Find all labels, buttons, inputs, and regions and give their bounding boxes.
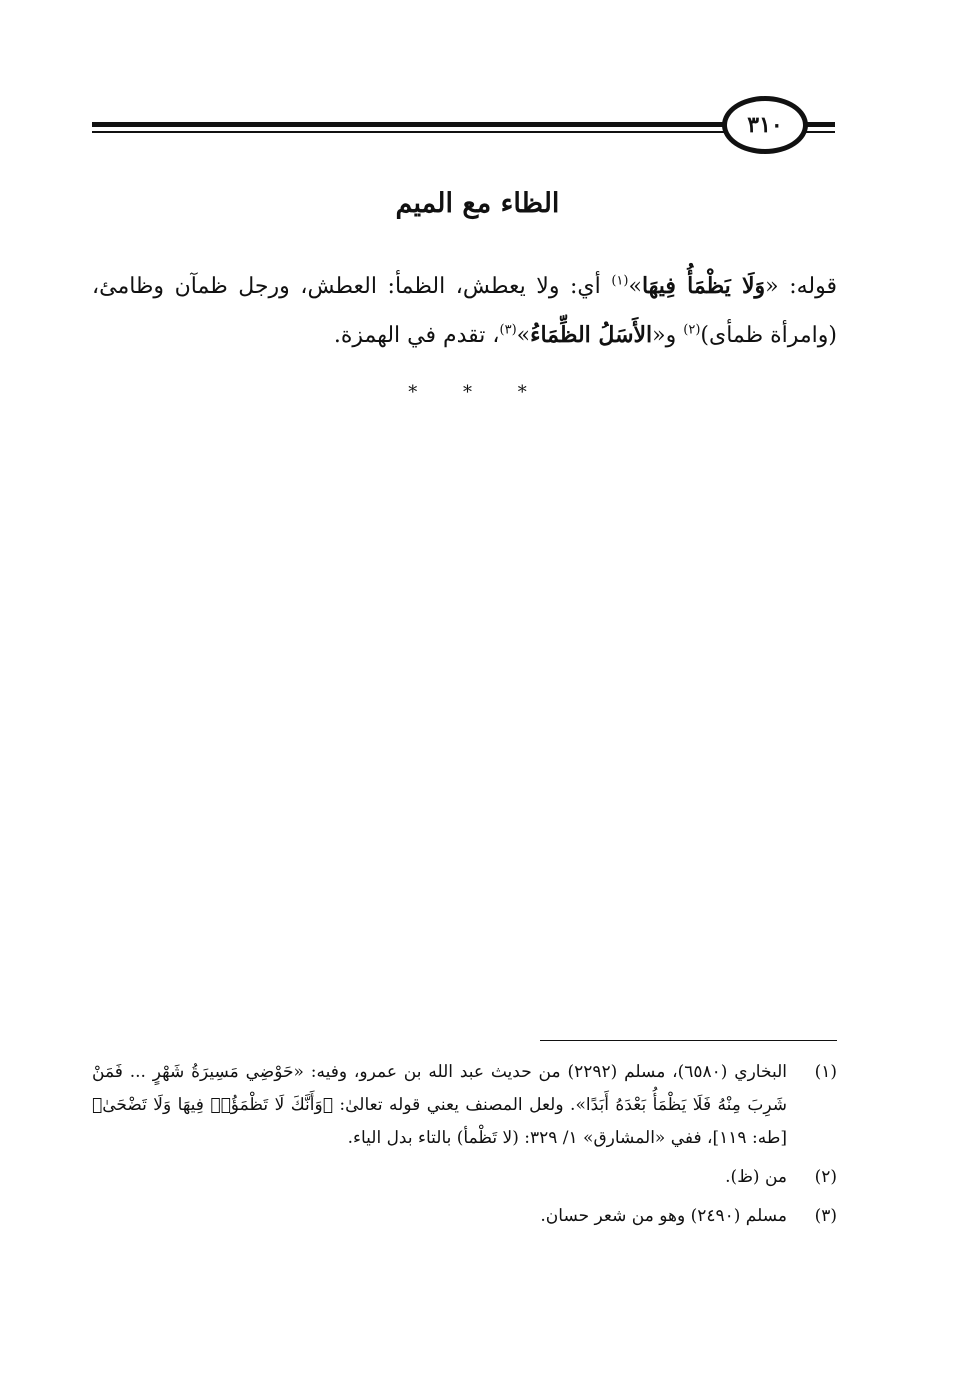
footnote-text: مسلم (٢٤٩٠) وهو من شعر حسان.	[540, 1206, 787, 1226]
quote-close: »	[628, 274, 642, 299]
footnote-item	[92, 1200, 837, 1233]
page-number: ٣١٠	[722, 96, 808, 154]
footnote-item	[92, 1161, 837, 1194]
footnote-ref-3[interactable]: (٣)	[499, 322, 517, 338]
body-paragraph	[92, 262, 837, 360]
footnote-text: من (ظ).	[725, 1167, 787, 1187]
body-text-1: أي: ولا يعطش، الظمأ: العطش، ورجل ظمآن وظامئ، (وامرأة ظمأى)	[92, 274, 837, 348]
body-text-2: و«	[652, 323, 684, 348]
section-title: الظاء مع الميم	[395, 188, 560, 219]
header-rule	[92, 122, 724, 127]
section-separator: * * *	[408, 382, 547, 403]
header-rule	[92, 131, 724, 133]
hadith-quote: الأَسَلُ الظِّمَاءُ	[530, 322, 653, 348]
footnote-number: (٢)	[814, 1167, 837, 1187]
footnote-ref-1[interactable]: (١)	[611, 273, 629, 289]
header-rule	[805, 122, 835, 127]
footnote-number: (١)	[814, 1062, 837, 1082]
body-text-3: ، تقدم في الهمزة.	[333, 323, 500, 348]
footnotes	[92, 1056, 837, 1233]
quranic-quote: وَلَا يَظْمَأُ فِيهَا	[641, 273, 766, 299]
footnote-item	[92, 1056, 837, 1155]
quote-close: »	[516, 323, 531, 348]
body-intro: قوله: «	[765, 274, 837, 299]
footnote-number: (٣)	[814, 1206, 837, 1226]
footnote-ref-2[interactable]: (٢)	[683, 322, 701, 338]
header-rule	[805, 131, 835, 133]
footnote-divider	[540, 1040, 837, 1041]
footnote-text: البخاري (٦٥٨٠)، مسلم (٢٢٩٢) من حديث عبد الله بن عمرو، وفيه: «حَوْضِي مَسِيرَةُ شَهْرٍ ... فَمَنْ شَرِبَ مِنْهُ فَلَا يَظْمَأُ بَعْدَهُ أَبَدًا». ولعل المصنف يعني قوله تعالىٰ: ﴿وَأَنَّكَ لَا تَظْمَؤُا۟ فِيهَا وَلَا تَضْحَىٰ﴾ [طه: ١١٩]، ففي «المشارق» ١/ ٣٢٩: (لا تَظْمأ) بالتاء بدل الياء.	[92, 1062, 787, 1148]
